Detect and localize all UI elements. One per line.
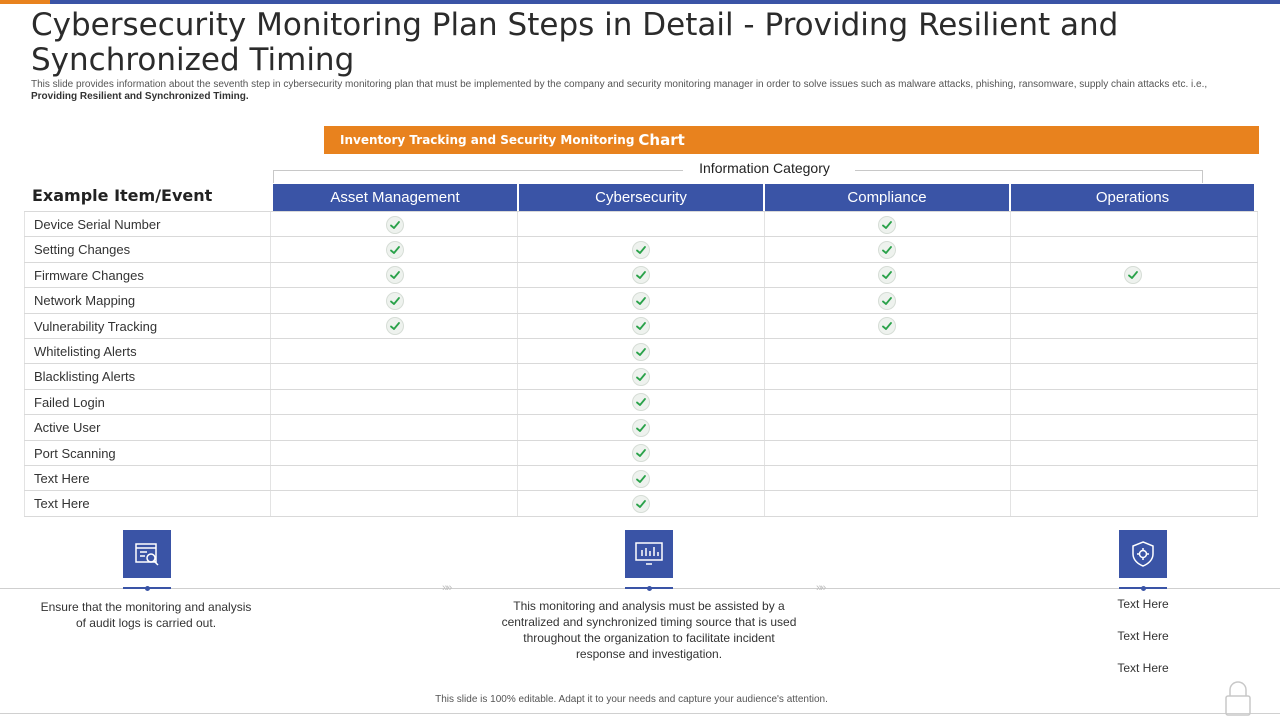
row-divider <box>24 414 1258 415</box>
row-divider <box>24 440 1258 441</box>
icon-dot <box>647 586 652 591</box>
bottom-text-3a: Text Here <box>1117 597 1169 611</box>
check-icon <box>386 266 404 284</box>
check-icon <box>632 292 650 310</box>
bottom-text-3c: Text Here <box>1117 661 1169 675</box>
row-header-label: Example Item/Event <box>32 186 213 205</box>
row-divider <box>24 389 1258 390</box>
audit-log-icon <box>123 530 171 578</box>
check-icon <box>878 216 896 234</box>
subtitle-text: This slide provides information about the seventh step in cybersecurity monitoring plan that must be implemented by the company and security monitoring manager in order to solve issues such as malware attacks, phishing, ransomware, supply chain attacks etc. i.e., <box>31 79 1208 90</box>
bottom-text-1: Ensure that the monitoring and analysis of audit logs is carried out. <box>40 600 252 630</box>
row-divider <box>24 490 1258 491</box>
monitor-chart-icon <box>625 530 673 578</box>
check-icon <box>878 317 896 335</box>
row-divider <box>24 236 1258 237</box>
check-icon <box>632 368 650 386</box>
banner-text: Inventory Tracking and Security Monitoring <box>340 133 635 147</box>
chart-banner <box>324 126 1259 154</box>
row-divider <box>24 338 1258 339</box>
check-icon <box>878 292 896 310</box>
check-icon <box>878 241 896 259</box>
column-header: Operations <box>1011 184 1254 211</box>
lock-icon <box>1222 680 1254 721</box>
top-rule-accent <box>0 0 50 4</box>
column-header: Compliance <box>765 184 1009 211</box>
check-icon <box>632 393 650 411</box>
check-icon <box>878 266 896 284</box>
column-header: Cybersecurity <box>519 184 763 211</box>
footer-note: This slide is 100% editable. Adapt it to your needs and capture your audience's attention. <box>435 694 828 705</box>
row-divider <box>24 287 1258 288</box>
check-icon <box>1124 266 1142 284</box>
check-icon <box>386 317 404 335</box>
check-icon <box>632 317 650 335</box>
row-divider <box>24 313 1258 314</box>
row-label: Failed Login <box>34 394 105 410</box>
row-divider <box>24 516 1258 517</box>
row-label: Port Scanning <box>34 445 116 461</box>
column-header: Asset Management <box>273 184 517 211</box>
row-label: Device Serial Number <box>34 217 161 232</box>
check-icon <box>632 495 650 513</box>
row-divider <box>24 465 1258 466</box>
icon-dot <box>145 586 150 591</box>
banner-chart-word: Chart <box>638 131 685 149</box>
row-label: Network Mapping <box>34 293 136 309</box>
footer-rule <box>0 713 1280 714</box>
row-divider <box>24 211 1258 212</box>
row-label: Text Here <box>34 496 90 512</box>
check-icon <box>386 292 404 310</box>
chevron-arrow-icon: »» <box>816 582 825 594</box>
check-icon <box>632 343 650 361</box>
check-icon <box>632 444 650 462</box>
information-category-label: Information Category <box>699 160 830 176</box>
check-icon <box>632 419 650 437</box>
check-icon <box>632 266 650 284</box>
shield-gear-icon <box>1119 530 1167 578</box>
check-icon <box>632 470 650 488</box>
check-icon <box>632 241 650 259</box>
check-icon <box>386 241 404 259</box>
row-label: Vulnerability Tracking <box>34 318 158 334</box>
subtitle-bold: Providing Resilient and Synchronized Timing. <box>31 91 249 102</box>
row-label: Blacklisting Alerts <box>34 369 136 385</box>
row-label: Whitelisting Alerts <box>34 344 137 359</box>
bottom-text-2: This monitoring and analysis must be assisted by a centralized and synchronized timing source that is used throughout the organization to facilitate incident response and investigation. <box>501 599 797 661</box>
page-title: Cybersecurity Monitoring Plan Steps in Detail - Providing Resilient and Synchronized Timing <box>31 7 1119 78</box>
row-label: Active User <box>34 420 101 436</box>
row-label: Setting Changes <box>34 242 131 258</box>
row-label: Firmware Changes <box>34 267 144 283</box>
chevron-arrow-icon: »» <box>442 582 451 594</box>
icon-dot <box>1141 586 1146 591</box>
page-subtitle <box>31 79 1231 103</box>
row-label: Text Here <box>34 471 90 486</box>
top-rule <box>0 0 1280 4</box>
bottom-text-3b: Text Here <box>1117 629 1169 643</box>
check-icon <box>386 216 404 234</box>
row-divider <box>24 262 1258 263</box>
row-divider <box>24 363 1258 364</box>
